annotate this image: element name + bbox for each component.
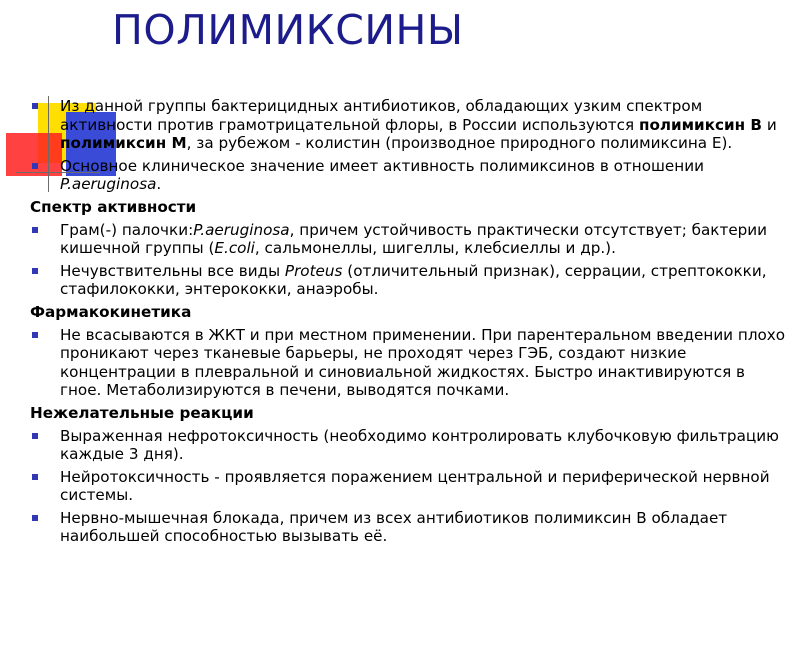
square-bullet-icon <box>32 433 38 439</box>
bullet-item <box>30 262 790 299</box>
bullet-item <box>30 157 790 194</box>
italic-text: P.aeruginosa <box>193 220 290 239</box>
slide-body <box>30 97 790 550</box>
square-bullet-icon <box>32 268 38 274</box>
item-text: , за рубежом - колистин (производное природного полимиксина Е). <box>186 134 733 153</box>
item-text: Нейротоксичность - проявляется поражением центральной и периферической нервной системы. <box>60 467 770 505</box>
item-text: Из данной группы бактерицидных антибиотиков, обладающих узким спектром активности против грамотрицательной флоры, в России используются <box>60 97 703 134</box>
item-text: . <box>156 175 162 194</box>
bullet-item <box>30 509 790 546</box>
bullet-item <box>30 326 790 400</box>
item-text: Основное клиническое значение имеет активность полимиксинов в отношении <box>60 156 704 175</box>
item-text: Нервно-мышечная блокада, причем из всех антибиотиков полимиксин В обладает наибольшей способностью вызывать её. <box>60 508 728 546</box>
item-text: Выраженная нефротоксичность (необходимо контролировать клубочковую фильтрацию каждые 3 дня). <box>60 426 779 464</box>
italic-text: E.coli <box>214 239 255 258</box>
section-heading: Спектр активности <box>30 197 197 216</box>
bullet-item <box>30 221 790 258</box>
slide-title: ПОЛИМИКСИНЫ <box>112 6 464 54</box>
item-text: Нечувствительны все виды <box>60 261 285 280</box>
square-bullet-icon <box>32 163 38 169</box>
item-text: , причем устойчивость практически отсутствует; бактерии кишечной группы ( <box>60 220 768 258</box>
bullet-item <box>30 427 790 464</box>
item-text: Не всасываются в ЖКТ и при местном применении. При парентеральном введении плохо проникают через тканевые барьеры, не проходят через ГЭБ, создают низкие концентрации в плевральной и синовиальной жидкостях. Быстро инактивируются в гное. Метаболизируются в печени, выводятся почками. <box>60 325 786 400</box>
bold-text: полимиксин М <box>60 134 187 153</box>
section-heading: Фармакокинетика <box>30 302 192 321</box>
item-text: Грам(-) палочки: <box>60 220 194 239</box>
italic-text: P.aeruginosa <box>60 175 157 194</box>
section-heading: Нежелательные реакции <box>30 403 254 422</box>
square-bullet-icon <box>32 474 38 480</box>
square-bullet-icon <box>32 103 38 109</box>
bullet-item <box>30 97 790 153</box>
item-text: и <box>762 115 777 134</box>
square-bullet-icon <box>32 332 38 338</box>
italic-text: Proteus <box>284 261 343 280</box>
item-text: , сальмонеллы, шигеллы, клебсиеллы и др.). <box>254 239 616 258</box>
bold-text: полимиксин В <box>638 115 763 134</box>
square-bullet-icon <box>32 515 38 521</box>
item-text: (отличительный признак), серрации, стрептококки, стафилококки, энтерококки, анаэробы. <box>60 261 767 299</box>
bullet-item <box>30 468 790 505</box>
square-bullet-icon <box>32 227 38 233</box>
